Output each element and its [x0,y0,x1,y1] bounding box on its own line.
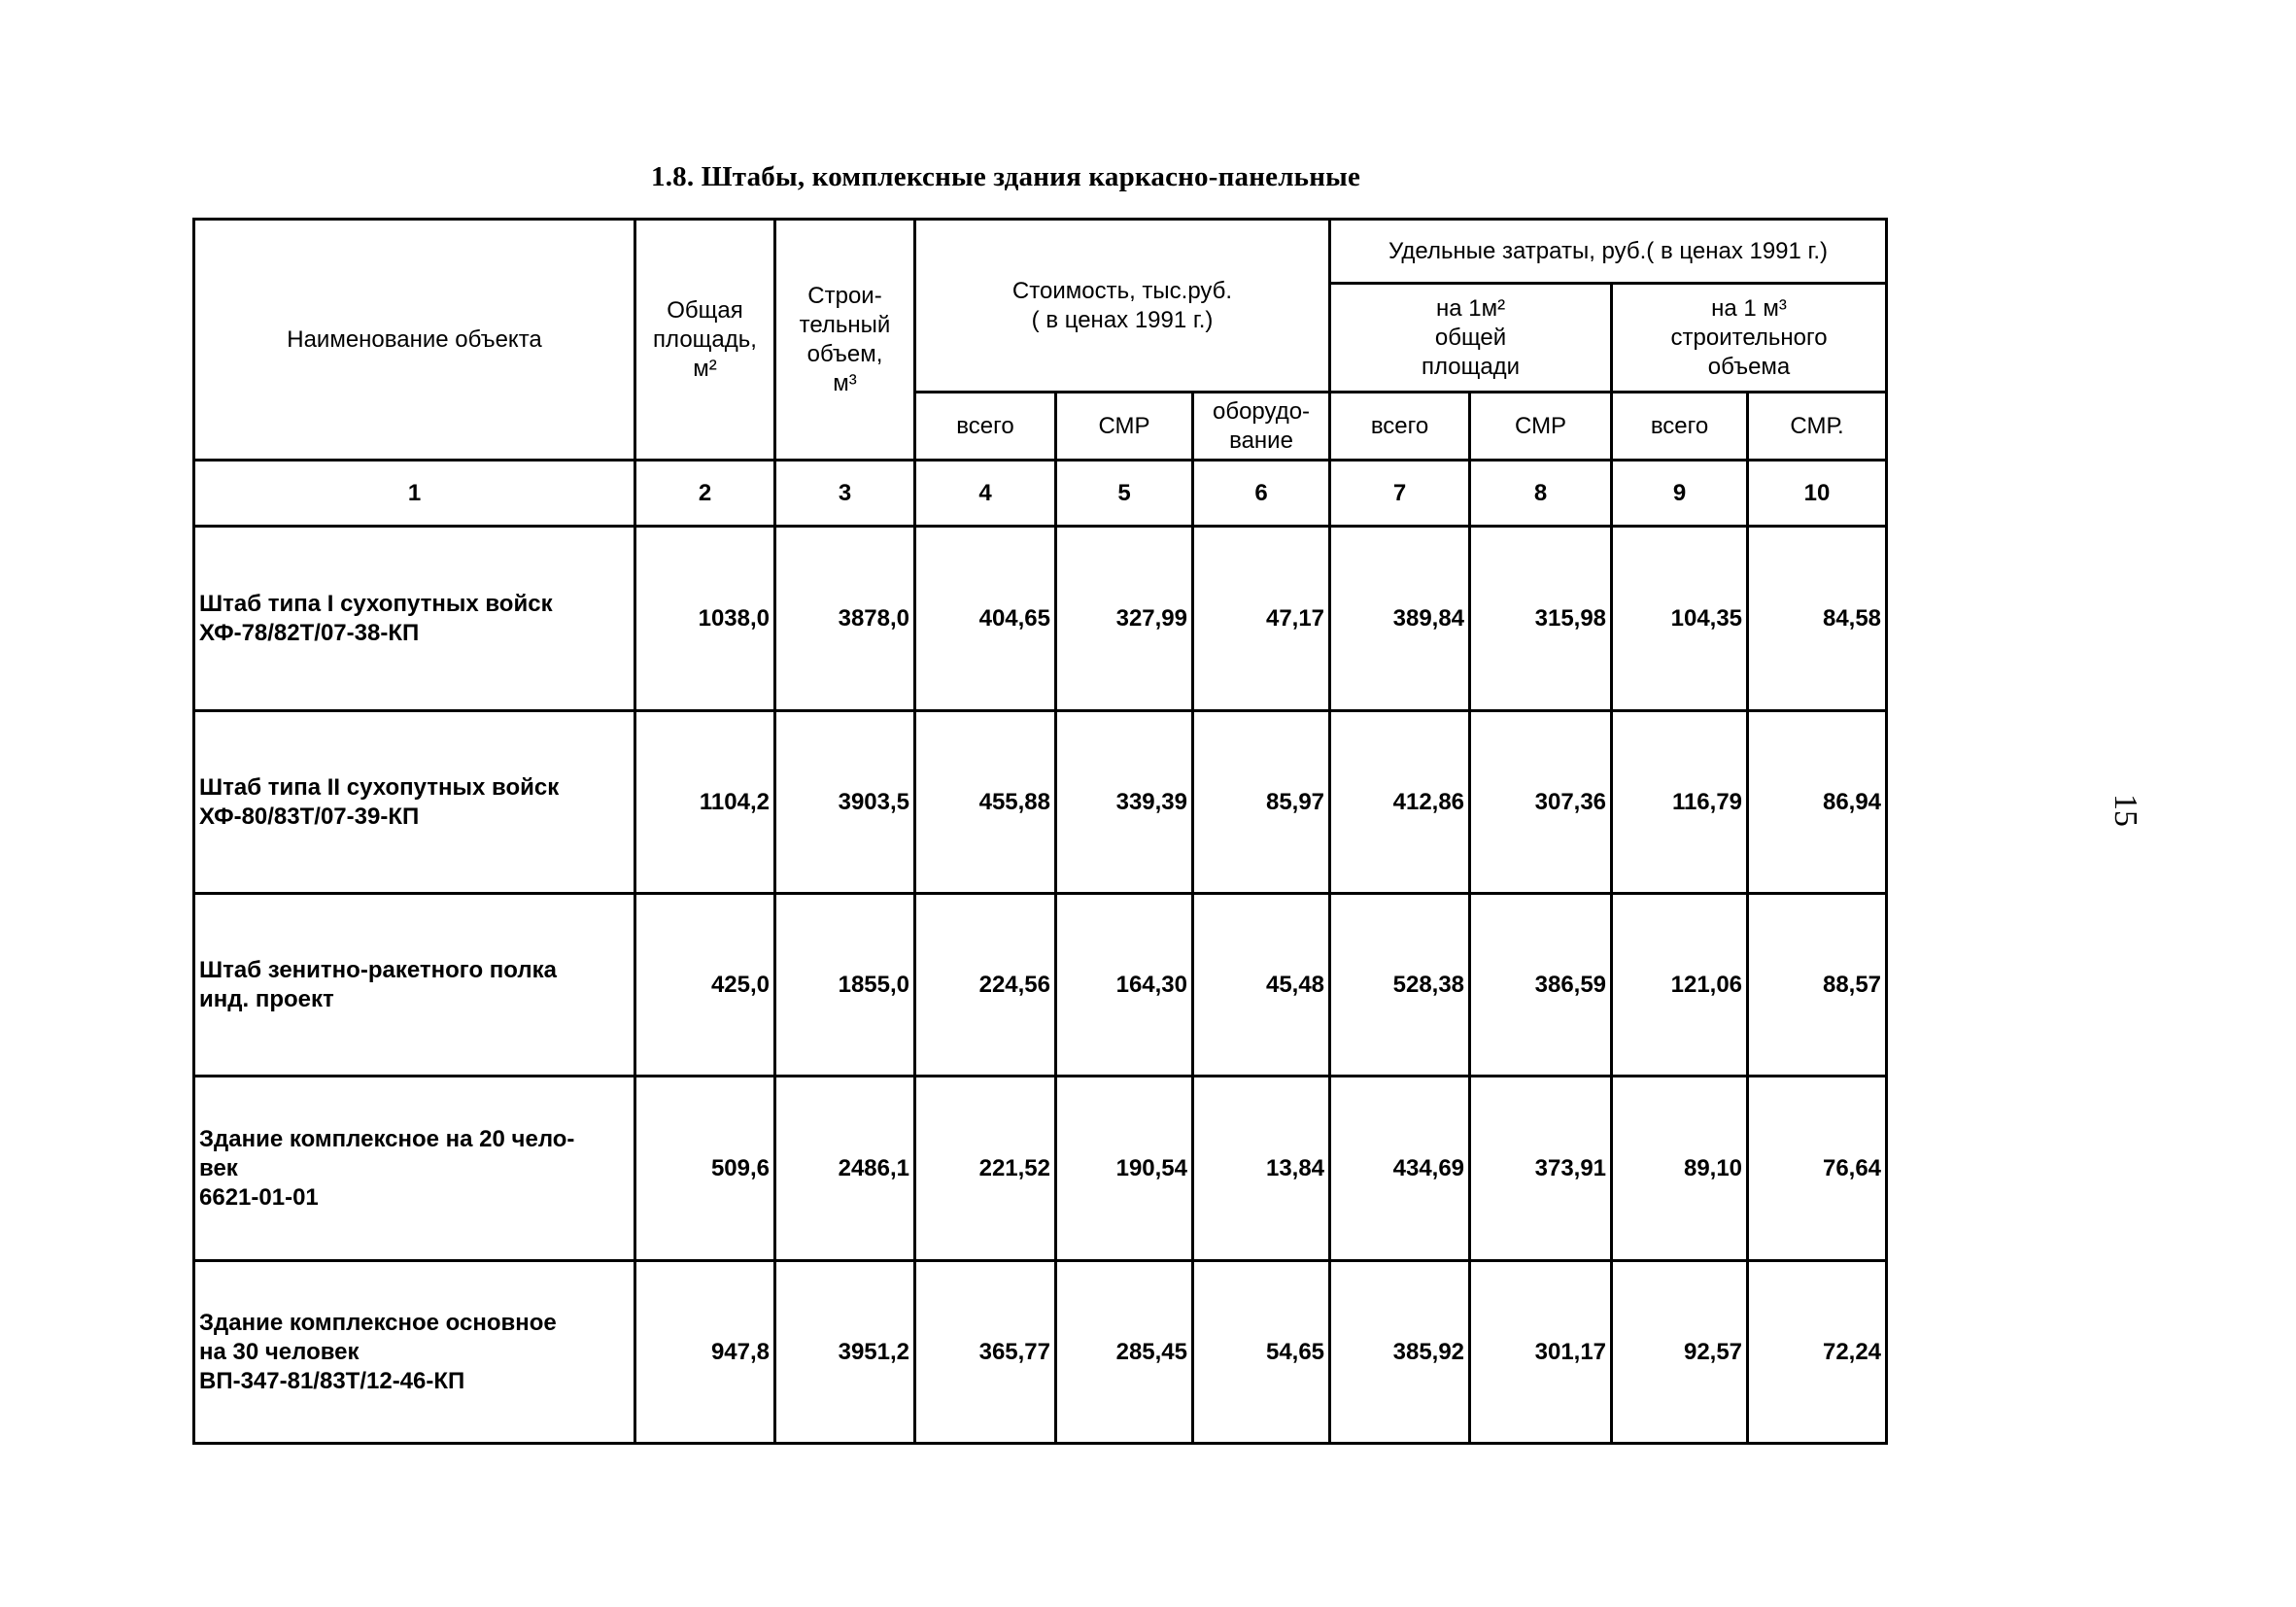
header-m2-total: всего [1330,393,1470,461]
header-area-line: площадь, [653,325,757,353]
header-volume-line: Строи- [807,282,882,309]
header-area-line: м² [693,355,717,382]
value-cell: 84,58 [1748,527,1887,711]
object-name-line: на 30 человек [199,1338,360,1365]
header-area [635,220,775,461]
value-cell: 54,65 [1193,1261,1330,1444]
value-cell: 404,65 [915,527,1056,711]
value-cell: 285,45 [1056,1261,1193,1444]
object-name-line: 6621-01-01 [199,1183,319,1211]
value-cell: 315,98 [1470,527,1612,711]
value-cell: 385,92 [1330,1261,1470,1444]
value-cell: 72,24 [1748,1261,1887,1444]
object-name-cell [194,894,635,1077]
object-name-line: Здание комплексное на 20 чело- [199,1125,575,1152]
value-cell: 434,69 [1330,1077,1470,1261]
table-row [194,527,1887,711]
value-cell: 224,56 [915,894,1056,1077]
table-row [194,894,1887,1077]
object-name-line: ХФ-80/83Т/07-39-КП [199,803,420,830]
object-name-line: ВП-347-81/83Т/12-46-КП [199,1367,465,1394]
header-per-m3 [1612,284,1887,393]
value-cell: 85,97 [1193,711,1330,894]
header-name-label: Наименование объекта [287,325,542,353]
header-cost-line: Стоимость, тыс.руб. [1011,277,1233,304]
value-cell: 947,8 [635,1261,775,1444]
header-per-m2-line: общей [1434,324,1507,351]
header-m2-smr: СМР [1470,393,1612,461]
value-cell: 509,6 [635,1077,775,1261]
object-name-cell [194,1261,635,1444]
column-number: 3 [775,461,915,527]
value-cell: 86,94 [1748,711,1887,894]
table-row [194,1261,1887,1444]
header-per-m3-line: строительного [1670,324,1828,351]
header-specific-group [1330,220,1887,284]
value-cell: 3878,0 [775,527,915,711]
header-per-m2 [1330,284,1612,393]
column-number: 6 [1193,461,1330,527]
value-cell: 528,38 [1330,894,1470,1077]
header-cost-group [915,220,1330,393]
column-number: 8 [1470,461,1612,527]
object-name-line: ХФ-78/82Т/07-38-КП [199,619,420,646]
value-cell: 3951,2 [775,1261,915,1444]
object-name-cell [194,1077,635,1261]
object-name-line: век [199,1154,238,1181]
value-cell: 76,64 [1748,1077,1887,1261]
object-name-cell [194,527,635,711]
column-number: 4 [915,461,1056,527]
value-cell: 389,84 [1330,527,1470,711]
header-volume-line: тельный [799,311,891,338]
value-cell: 386,59 [1470,894,1612,1077]
value-cell: 121,06 [1612,894,1748,1077]
header-m3-smr: СМР. [1748,393,1887,461]
header-row-1 [194,220,1887,284]
value-cell: 190,54 [1056,1077,1193,1261]
table-row [194,711,1887,894]
object-name-cell [194,711,635,894]
value-cell: 307,36 [1470,711,1612,894]
object-name-line: Здание комплексное основное [199,1309,557,1336]
value-cell: 412,86 [1330,711,1470,894]
value-cell: 47,17 [1193,527,1330,711]
value-cell: 3903,5 [775,711,915,894]
column-number: 10 [1748,461,1887,527]
column-number: 2 [635,461,775,527]
value-cell: 455,88 [915,711,1056,894]
value-cell: 327,99 [1056,527,1193,711]
column-number: 5 [1056,461,1193,527]
header-per-m2-line: на 1м² [1435,294,1506,322]
value-cell: 116,79 [1612,711,1748,894]
value-cell: 164,30 [1056,894,1193,1077]
header-per-m3-line: объема [1707,353,1791,380]
header-volume-line: м³ [833,369,857,396]
object-name-line: Штаб типа II сухопутных войск [199,773,560,801]
value-cell: 92,57 [1612,1261,1748,1444]
value-cell: 104,35 [1612,527,1748,711]
column-number: 7 [1330,461,1470,527]
header-cost-line: ( в ценах 1991 г.) [1031,306,1214,333]
cost-table [192,218,1888,1445]
value-cell: 1855,0 [775,894,915,1077]
header-per-m2-line: площади [1421,353,1521,380]
header-volume-line: объем, [806,340,883,367]
value-cell: 301,17 [1470,1261,1612,1444]
header-cost-smr: СМР [1056,393,1193,461]
table-row [194,1077,1887,1261]
value-cell: 2486,1 [775,1077,915,1261]
value-cell: 89,10 [1612,1077,1748,1261]
header-area-line: Общая [667,296,743,324]
column-number-row [194,461,1887,527]
value-cell: 45,48 [1193,894,1330,1077]
header-equipment-line: вание [1229,427,1293,454]
value-cell: 1104,2 [635,711,775,894]
header-name [194,220,635,461]
header-cost-total: всего [915,393,1056,461]
value-cell: 339,39 [1056,711,1193,894]
column-number: 9 [1612,461,1748,527]
value-cell: 221,52 [915,1077,1056,1261]
header-m3-total: всего [1612,393,1748,461]
value-cell: 373,91 [1470,1077,1612,1261]
value-cell: 1038,0 [635,527,775,711]
value-cell: 13,84 [1193,1077,1330,1261]
value-cell: 365,77 [915,1261,1056,1444]
header-volume [775,220,915,461]
column-number: 1 [194,461,635,527]
header-cost-equipment [1193,393,1330,461]
page-number: 15 [2108,794,2143,827]
value-cell: 425,0 [635,894,775,1077]
header-per-m3-line: на 1 м³ [1711,294,1787,322]
value-cell: 88,57 [1748,894,1887,1077]
header-equipment-line: оборудо- [1212,397,1311,425]
object-name-line: Штаб типа I сухопутных войск [199,590,553,617]
object-name-line: инд. проект [199,985,334,1012]
page-title: 1.8. Штабы, комплексные здания каркасно-панельные [651,161,1361,192]
object-name-line: Штаб зенитно-ракетного полка [199,956,557,983]
header-specific-label: Удельные затраты, руб.( в ценах 1991 г.) [1388,237,1829,264]
